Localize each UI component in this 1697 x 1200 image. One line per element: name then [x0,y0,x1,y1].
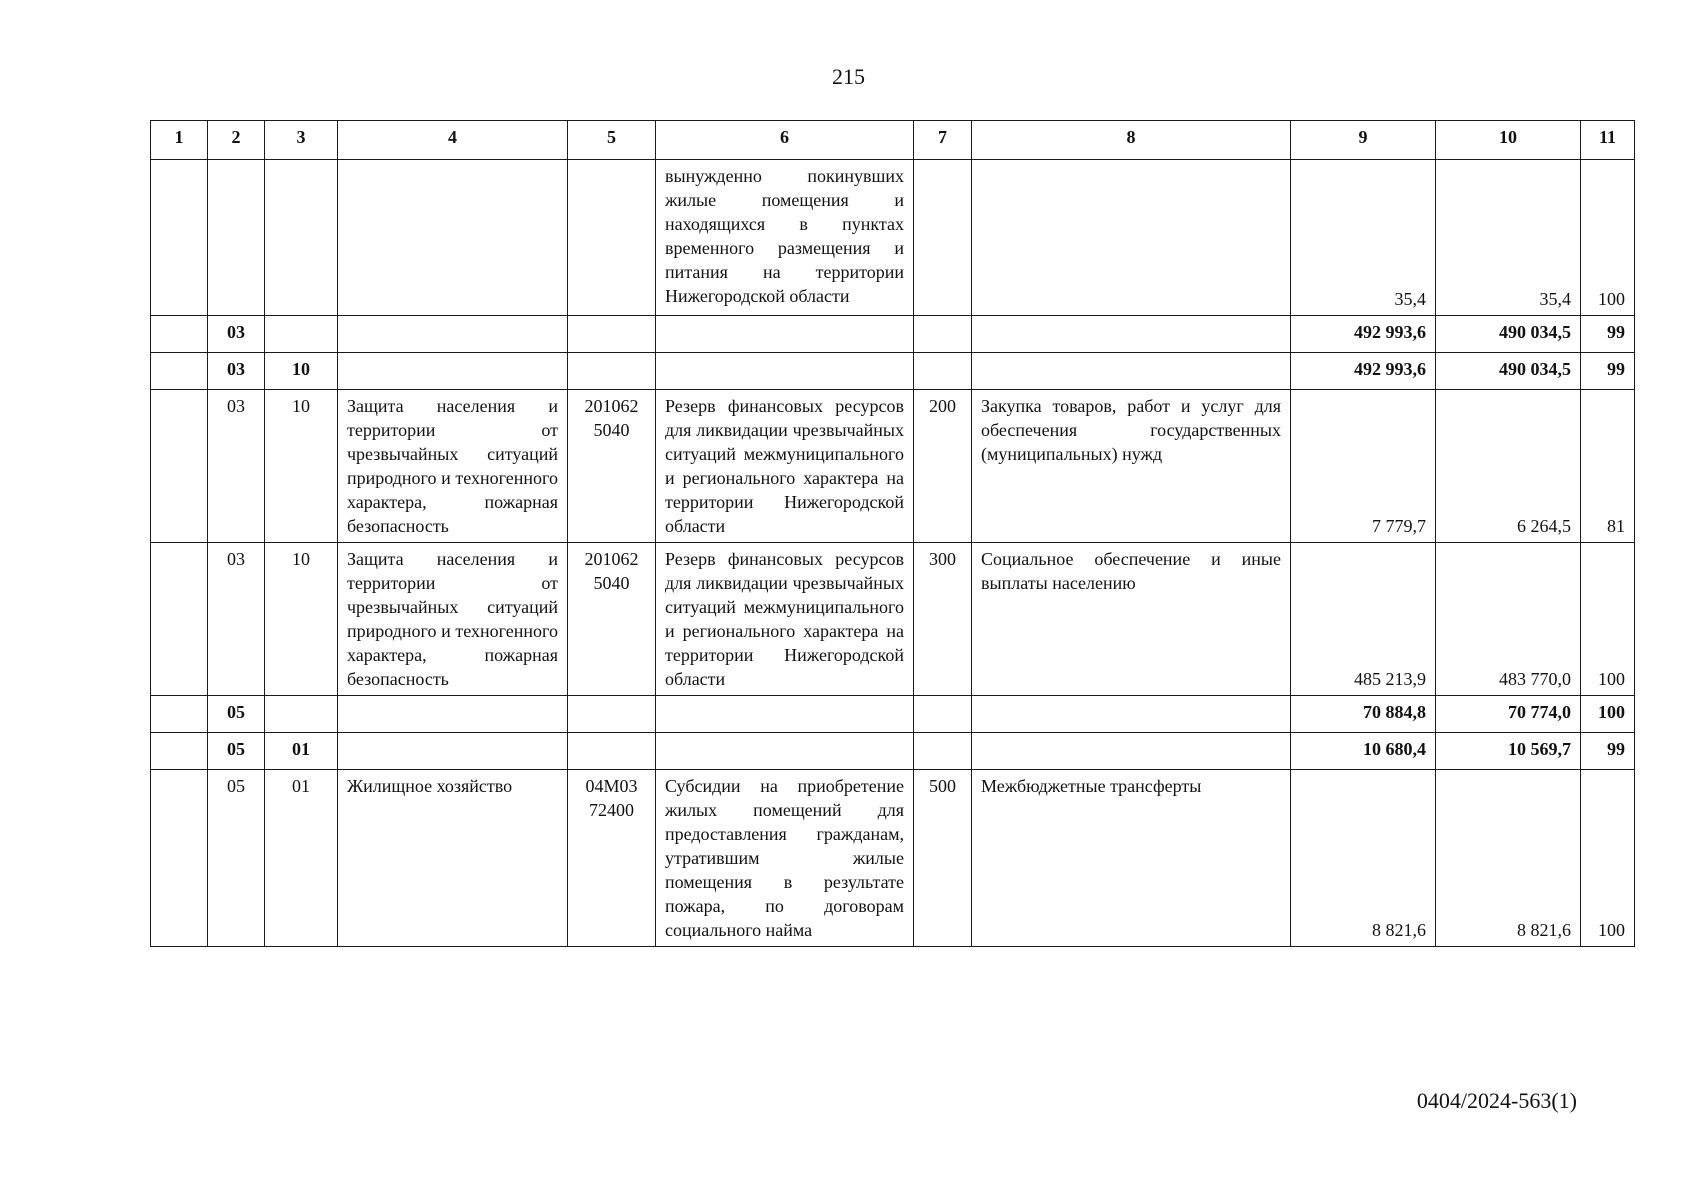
cell-subsection: 10 [265,390,338,543]
cell-planned: 492 993,6 [1291,353,1436,390]
cell-percent: 100 [1581,770,1635,947]
cell-col1 [151,160,208,316]
cell-section: 05 [208,733,265,770]
column-header: 7 [914,121,972,160]
cell-col1 [151,770,208,947]
cell-section: 03 [208,543,265,696]
cell-target-name: Резерв финансовых ресурсов для ликвидации чрезвычайных ситуаций межмуниципального и регионального характера на территории Нижегородской области [656,390,914,543]
cell-executed: 490 034,5 [1436,353,1581,390]
cell-expense-type: 200 [914,390,972,543]
page-number: 215 [832,64,865,89]
cell-target-code [568,160,656,316]
cell-expense-type [914,733,972,770]
cell-expense-type [914,316,972,353]
cell-expense-type: 300 [914,543,972,696]
cell-subsection: 10 [265,543,338,696]
cell-col1 [151,543,208,696]
cell-target-code [568,696,656,733]
cell-executed: 490 034,5 [1436,316,1581,353]
cell-target-name: Субсидии на приобретение жилых помещений для предоставления гражданам, утратившим жилые помещения в результате пожара, по договорам социального найма [656,770,914,947]
cell-target-code: 04М03 72400 [568,770,656,947]
cell-subsection-name [338,353,568,390]
cell-expense-type-name [972,696,1291,733]
cell-target-code [568,316,656,353]
column-header: 9 [1291,121,1436,160]
cell-expense-type-name [972,316,1291,353]
cell-expense-type [914,160,972,316]
column-header: 3 [265,121,338,160]
cell-executed: 35,4 [1436,160,1581,316]
column-header: 4 [338,121,568,160]
cell-target-code [568,733,656,770]
cell-planned: 485 213,9 [1291,543,1436,696]
cell-expense-type-name [972,160,1291,316]
cell-percent: 100 [1581,543,1635,696]
cell-expense-type-name: Закупка товаров, работ и услуг для обеспечения государственных (муниципальных) нужд [972,390,1291,543]
cell-subsection-name: Защита населения и территории от чрезвычайных ситуаций природного и техногенного характера, пожарная безопасность [338,543,568,696]
cell-expense-type-name: Социальное обеспечение и иные выплаты населению [972,543,1291,696]
column-header: 5 [568,121,656,160]
cell-section: 03 [208,316,265,353]
cell-expense-type-name: Межбюджетные трансферты [972,770,1291,947]
cell-target-code [568,353,656,390]
cell-executed: 70 774,0 [1436,696,1581,733]
cell-percent: 99 [1581,733,1635,770]
cell-executed: 6 264,5 [1436,390,1581,543]
cell-percent: 81 [1581,390,1635,543]
cell-subsection-name [338,696,568,733]
cell-target-code: 201062 5040 [568,543,656,696]
cell-subsection [265,316,338,353]
cell-section: 05 [208,770,265,947]
cell-subsection [265,696,338,733]
column-header: 6 [656,121,914,160]
cell-planned: 35,4 [1291,160,1436,316]
cell-target-name: Резерв финансовых ресурсов для ликвидации чрезвычайных ситуаций межмуниципального и регионального характера на территории Нижегородской области [656,543,914,696]
column-header: 10 [1436,121,1581,160]
cell-expense-type [914,353,972,390]
column-header: 8 [972,121,1291,160]
cell-percent: 100 [1581,160,1635,316]
cell-subsection-name: Защита населения и территории от чрезвычайных ситуаций природного и техногенного характера, пожарная безопасность [338,390,568,543]
cell-col1 [151,696,208,733]
cell-executed: 8 821,6 [1436,770,1581,947]
table-row-total [151,733,1635,770]
cell-planned: 7 779,7 [1291,390,1436,543]
cell-percent: 100 [1581,696,1635,733]
header-row [151,121,1635,160]
table-row [151,770,1635,947]
cell-subsection-name [338,733,568,770]
cell-subsection-name [338,316,568,353]
cell-target-name [656,696,914,733]
cell-target-code: 201062 5040 [568,390,656,543]
cell-col1 [151,733,208,770]
column-header: 1 [151,121,208,160]
table-row [151,543,1635,696]
table-row [151,390,1635,543]
cell-target-name [656,353,914,390]
cell-subsection: 01 [265,733,338,770]
cell-col1 [151,353,208,390]
cell-section: 03 [208,390,265,543]
cell-col1 [151,316,208,353]
column-header: 2 [208,121,265,160]
table-row-total [151,353,1635,390]
cell-expense-type-name [972,733,1291,770]
cell-subsection: 10 [265,353,338,390]
cell-planned: 492 993,6 [1291,316,1436,353]
cell-target-name [656,733,914,770]
cell-executed: 483 770,0 [1436,543,1581,696]
table-row-total [151,696,1635,733]
cell-subsection: 01 [265,770,338,947]
cell-section: 05 [208,696,265,733]
budget-table [150,120,1635,947]
cell-target-name: вынужденно покинувших жилые помещения и находящихся в пунктах временного размещения и питания на территории Нижегородской области [656,160,914,316]
cell-col1 [151,390,208,543]
cell-subsection [265,160,338,316]
cell-section [208,160,265,316]
cell-planned: 8 821,6 [1291,770,1436,947]
table-row-total [151,316,1635,353]
cell-expense-type: 500 [914,770,972,947]
cell-expense-type-name [972,353,1291,390]
cell-percent: 99 [1581,353,1635,390]
cell-percent: 99 [1581,316,1635,353]
cell-expense-type [914,696,972,733]
column-header: 11 [1581,121,1635,160]
document-code: 0404/2024-563(1) [1416,1088,1577,1113]
cell-executed: 10 569,7 [1436,733,1581,770]
cell-subsection-name [338,160,568,316]
cell-subsection-name: Жилищное хозяйство [338,770,568,947]
cell-section: 03 [208,353,265,390]
cell-planned: 70 884,8 [1291,696,1436,733]
cell-target-name [656,316,914,353]
cell-planned: 10 680,4 [1291,733,1436,770]
table-row [151,160,1635,316]
